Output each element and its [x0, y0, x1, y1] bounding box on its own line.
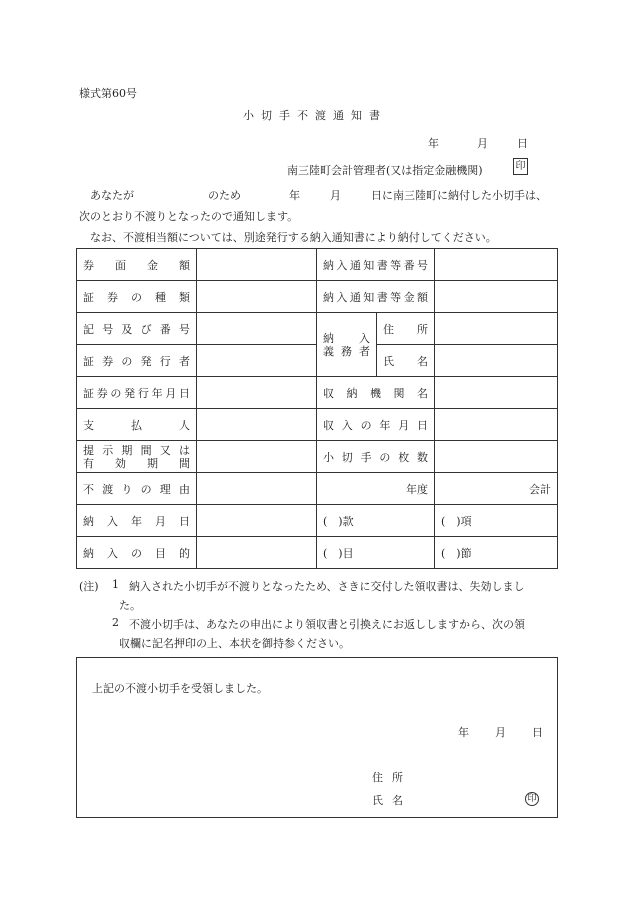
label-code: 記号及び番号 — [77, 313, 197, 345]
field-notice-number[interactable] — [435, 249, 558, 281]
field-payer[interactable] — [197, 409, 317, 441]
label-account: 会計 — [435, 473, 558, 505]
field-amount[interactable] — [197, 249, 317, 281]
note1-line1: 納入された小切手が不渡りとなったため、さきに交付した領収書は、失効しまし — [129, 580, 525, 593]
label-address: 住所 — [377, 313, 435, 345]
field-period[interactable] — [197, 441, 317, 473]
label-issuer: 証券の発行者 — [77, 345, 197, 377]
label-notice-amount: 納入通知書等金額 — [317, 281, 435, 313]
header-date-month: 月 — [477, 137, 488, 150]
label-payment-purpose: 納入の目的 — [77, 537, 197, 569]
label-period-line1: 提示期間又は — [83, 443, 190, 457]
form-number: 様式第60号 — [79, 87, 137, 100]
receipt-box — [76, 657, 558, 818]
body-line1-tail: 日に南三陸町に納付した小切手は、 — [371, 189, 547, 202]
check-details-table — [76, 248, 558, 569]
header-date-day: 日 — [517, 137, 528, 150]
page-title: 小切手不渡通知書 — [243, 109, 387, 122]
receipt-date-day: 日 — [532, 726, 543, 739]
label-setsu: ( )節 — [435, 537, 558, 569]
body-you: あなたが — [90, 189, 134, 202]
label-obligor — [317, 313, 377, 377]
field-address[interactable] — [435, 313, 558, 345]
label-payment-date: 納入年月日 — [77, 505, 197, 537]
label-receiving-institution: 収納機関名 — [317, 377, 435, 409]
label-obligor-line1: 納入 — [323, 331, 370, 345]
label-obligor-line2: 義務者 — [323, 344, 370, 358]
field-check-count[interactable] — [435, 441, 558, 473]
field-issue-date[interactable] — [197, 377, 317, 409]
label-payer: 支払人 — [77, 409, 197, 441]
body-reason: のため — [208, 189, 241, 202]
label-dishonor-reason: 不渡りの理由 — [77, 473, 197, 505]
receipt-date-year: 年 — [458, 726, 469, 739]
receipt-address-label: 住所 — [372, 771, 412, 784]
label-receipt-date: 収入の年月日 — [317, 409, 435, 441]
body-line2: 次のとおり不渡りとなったので通知します。 — [79, 210, 299, 223]
field-issuer[interactable] — [197, 345, 317, 377]
note1-number: 1 — [112, 578, 119, 591]
header-date-year: 年 — [428, 137, 439, 150]
field-receiving-institution[interactable] — [435, 377, 558, 409]
label-fiscal-year: 年度 — [317, 473, 435, 505]
field-code[interactable] — [197, 313, 317, 345]
body-year: 年 — [289, 189, 300, 202]
label-kan: ( )款 — [317, 505, 435, 537]
field-dishonor-reason[interactable] — [197, 473, 317, 505]
field-payment-date[interactable] — [197, 505, 317, 537]
body-line3: なお、不渡相当額については、別途発行する納入通知書により納付してください。 — [90, 231, 497, 244]
notes-label: (注) — [79, 580, 99, 593]
receipt-text: 上記の不渡小切手を受領しました。 — [92, 682, 268, 695]
label-amount: 券面金額 — [77, 249, 197, 281]
label-kou: ( )項 — [435, 505, 558, 537]
label-name: 氏名 — [377, 345, 435, 377]
note2-number: 2 — [112, 616, 119, 629]
body-month: 月 — [330, 189, 341, 202]
field-notice-amount[interactable] — [435, 281, 558, 313]
field-payment-purpose[interactable] — [197, 537, 317, 569]
field-receipt-date[interactable] — [435, 409, 558, 441]
label-kind: 証券の種類 — [77, 281, 197, 313]
receipt-name-label: 氏名 — [372, 794, 412, 807]
field-kind[interactable] — [197, 281, 317, 313]
label-period — [77, 441, 197, 473]
label-issue-date: 証券の発行年月日 — [77, 377, 197, 409]
receipt-seal-mark: 印 — [525, 792, 539, 806]
field-name[interactable] — [435, 345, 558, 377]
label-moku: ( )目 — [317, 537, 435, 569]
label-check-count: 小切手の枚数 — [317, 441, 435, 473]
issuer-seal-mark: 印 — [513, 158, 528, 175]
note1-line2: た。 — [119, 599, 141, 612]
note2-line2: 収欄に記名押印の上、本状を御持参ください。 — [119, 637, 350, 650]
note2-line1: 不渡小切手は、あなたの申出により領収書と引換えにお返ししますから、次の領 — [129, 618, 525, 631]
label-notice-number: 納入通知書等番号 — [317, 249, 435, 281]
label-period-line2: 有効期間 — [83, 456, 190, 470]
receipt-date-month: 月 — [495, 726, 506, 739]
issuer-name: 南三陸町会計管理者(又は指定金融機関) — [287, 164, 483, 177]
